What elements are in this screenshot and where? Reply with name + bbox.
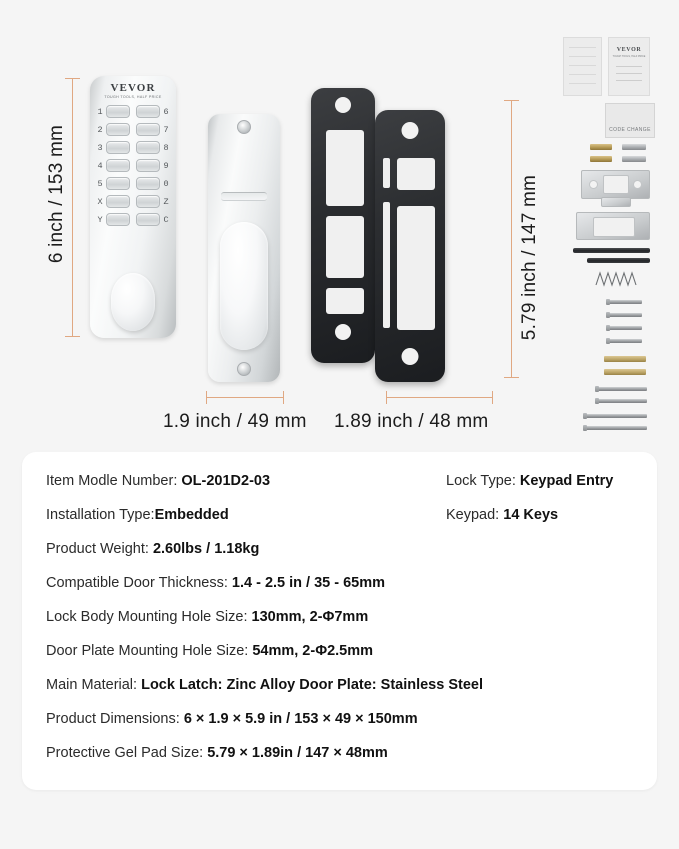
- keypad-key[interactable]: [136, 212, 170, 227]
- steel-bolt: [622, 156, 646, 162]
- strike-plate-lip: [601, 197, 631, 207]
- gel-pad-hole-bottom: [402, 348, 419, 365]
- spec-value: 130mm, 2-Φ7mm: [251, 609, 369, 625]
- spec-value: 2.60lbs / 1.18kg: [152, 541, 260, 557]
- installation-template-paper: [563, 37, 602, 96]
- keypad-key-label: 8: [163, 142, 169, 153]
- spec-value: 14 Keys: [503, 507, 559, 523]
- keypad-key-label: 1: [97, 106, 103, 117]
- gelpad-height-dimension-line: [511, 100, 512, 378]
- lock-height-dimension-label: 6 inch / 153 mm: [46, 125, 67, 264]
- keypad-key[interactable]: [96, 140, 130, 155]
- keypad-key-label: 0: [163, 178, 169, 189]
- latch-faceplate: [576, 212, 650, 240]
- spec-row: [46, 710, 639, 744]
- keypad-key-surface[interactable]: [106, 159, 130, 172]
- gel-pad-window-upper: [326, 130, 364, 206]
- lock-handle-knob: [220, 222, 268, 350]
- spec-label: Lock Type:: [446, 473, 520, 489]
- gelpad-width-dimension-line: [386, 397, 493, 398]
- spec-value: Lock Latch: Zinc Alloy Door Plate: Stainless Steel: [141, 677, 483, 693]
- strike-plate-hole-left: [589, 180, 598, 189]
- brass-spacer: [604, 356, 646, 362]
- strike-plate-opening: [603, 175, 629, 194]
- spec-cell-left: [46, 574, 446, 592]
- screw-short: [608, 313, 642, 317]
- spec-cell-left: [46, 642, 446, 660]
- keypad-key-surface[interactable]: [136, 123, 160, 136]
- keypad-key-label: X: [97, 196, 103, 207]
- spec-row: [46, 540, 639, 574]
- code-change-card-label: CODE CHANGE: [609, 127, 651, 133]
- screw-head: [583, 413, 587, 419]
- lock-width-dimension-line: [206, 397, 284, 398]
- keypad-key-surface[interactable]: [106, 105, 130, 118]
- keypad-brand-block: [90, 82, 176, 99]
- spec-cell-left: [46, 608, 446, 626]
- spec-row: [46, 642, 639, 676]
- screw-long: [585, 426, 647, 430]
- keypad-lock-front-view: [90, 76, 176, 338]
- spec-row: [46, 472, 639, 506]
- spec-label: Protective Gel Pad Size:: [46, 745, 208, 761]
- keypad-key-surface[interactable]: [106, 141, 130, 154]
- screw-long: [585, 414, 647, 418]
- keypad-key-surface[interactable]: [136, 213, 160, 226]
- connecting-rod: [587, 258, 650, 263]
- lock-knob: [111, 273, 155, 331]
- gel-pad-hole-top: [335, 97, 351, 113]
- keypad-key[interactable]: [96, 104, 130, 119]
- spec-label: Main Material:: [46, 677, 142, 693]
- brass-bolt: [590, 156, 612, 162]
- spec-cell-left: [46, 506, 446, 524]
- screw-head: [583, 425, 587, 431]
- spec-value: 6 × 1.9 × 5.9 in / 153 × 49 × 150mm: [183, 711, 418, 727]
- brand-tagline: TOUGH TOOLS, HALF PRICE: [104, 95, 162, 99]
- keypad-key[interactable]: [96, 176, 130, 191]
- spec-row: [46, 608, 639, 642]
- strike-plate-hole-right: [633, 180, 642, 189]
- keypad-key-label: 3: [97, 142, 103, 153]
- spec-label: Installation Type:: [46, 507, 155, 523]
- spec-cell-left: [46, 744, 388, 762]
- spec-cell-left: [46, 472, 446, 490]
- screw-head: [606, 338, 610, 344]
- keypad-key[interactable]: [136, 104, 170, 119]
- spec-value: 1.4 - 2.5 in / 35 - 65mm: [231, 575, 386, 591]
- spec-label: Compatible Door Thickness:: [46, 575, 232, 591]
- screw-medium: [597, 387, 647, 391]
- keypad-key[interactable]: [136, 140, 170, 155]
- latch-faceplate-opening: [593, 217, 635, 237]
- screw-short: [608, 339, 642, 343]
- keypad-key-surface[interactable]: [106, 123, 130, 136]
- spring-icon: [594, 271, 638, 287]
- body-slot: [221, 192, 267, 201]
- gelpad-width-dimension-label: 1.89 inch / 48 mm: [334, 411, 489, 432]
- spec-cell-left: [46, 540, 446, 558]
- keypad-key[interactable]: [96, 122, 130, 137]
- keypad-key[interactable]: [136, 158, 170, 173]
- gel-pad-window-bottom: [326, 288, 364, 314]
- gel-pad-side-strip-upper: [383, 158, 390, 188]
- spec-row: [46, 574, 639, 608]
- screw-head: [606, 299, 610, 305]
- screw-short: [608, 326, 642, 330]
- keypad-button-grid: [96, 104, 170, 227]
- spec-cell-right: [446, 506, 639, 524]
- screw-short: [608, 300, 642, 304]
- spec-label: Product Weight:: [46, 541, 153, 557]
- keypad-key-surface[interactable]: [136, 105, 160, 118]
- spring: [594, 271, 638, 287]
- gel-pad-window-lower: [326, 216, 364, 278]
- template-drawing-lines: [569, 43, 596, 90]
- keypad-key-label: 2: [97, 124, 103, 135]
- spec-row: [46, 676, 639, 710]
- keypad-key[interactable]: [136, 122, 170, 137]
- screw-head: [606, 312, 610, 318]
- spec-cell-left: [46, 710, 418, 728]
- brass-spacer: [604, 369, 646, 375]
- spec-value: 5.79 × 1.89in / 147 × 48mm: [207, 745, 388, 761]
- keypad-key-surface[interactable]: [106, 177, 130, 190]
- spec-cell-right: [446, 472, 639, 490]
- manual-text-lines: [616, 66, 642, 87]
- keypad-key[interactable]: [136, 176, 170, 191]
- brand-name: VEVOR: [110, 82, 156, 94]
- keypad-key[interactable]: [96, 158, 130, 173]
- strike-plate: [581, 170, 650, 199]
- brass-bolt: [590, 144, 612, 150]
- specification-card: [22, 452, 657, 790]
- keypad-key-label: 6: [163, 106, 169, 117]
- manual-brand-tagline: TOUGH TOOLS, HALF PRICE: [612, 55, 646, 58]
- gel-pad-hole-top: [402, 122, 419, 139]
- screw-head: [606, 325, 610, 331]
- manual-brand-name: VEVOR: [616, 47, 642, 53]
- user-manual: [608, 37, 650, 96]
- steel-bolt: [622, 144, 646, 150]
- spec-value: 54mm, 2-Φ2.5mm: [252, 643, 374, 659]
- gel-pad-side-strip-lower: [383, 202, 390, 328]
- keypad-key-surface[interactable]: [136, 195, 160, 208]
- spec-row: [46, 506, 639, 540]
- keypad-key-label: 9: [163, 160, 169, 171]
- keypad-key-label: Y: [97, 214, 103, 225]
- gel-pad-front: [375, 110, 445, 382]
- spec-label: Door Plate Mounting Hole Size:: [46, 643, 253, 659]
- keypad-key-surface[interactable]: [106, 195, 130, 208]
- code-change-card: [605, 103, 655, 138]
- spec-label: Keypad:: [446, 507, 504, 523]
- keypad-key-surface[interactable]: [136, 177, 160, 190]
- keypad-key-surface[interactable]: [136, 159, 160, 172]
- gel-pad-back: [311, 88, 375, 363]
- mounting-hole-bottom: [237, 362, 251, 376]
- spec-label: Product Dimensions:: [46, 711, 184, 727]
- screw-head: [595, 398, 599, 404]
- spec-label: Item Modle Number:: [46, 473, 182, 489]
- gel-pad-window-lower: [397, 206, 435, 330]
- keypad-key-label: Z: [163, 196, 169, 207]
- keypad-key-surface[interactable]: [106, 213, 130, 226]
- specification-list: [46, 472, 639, 778]
- lock-height-dimension-line: [72, 78, 73, 337]
- spec-cell-left: [46, 676, 483, 694]
- keypad-key[interactable]: [136, 194, 170, 209]
- keypad-key[interactable]: [96, 194, 130, 209]
- mounting-hole-top: [237, 120, 251, 134]
- spec-row: [46, 744, 639, 778]
- connecting-rod: [573, 248, 650, 253]
- keypad-key-label: 5: [97, 178, 103, 189]
- spec-label: Lock Body Mounting Hole Size:: [46, 609, 252, 625]
- keypad-key-surface[interactable]: [136, 141, 160, 154]
- keypad-key-label: 4: [97, 160, 103, 171]
- spec-value: OL-201D2-03: [181, 473, 271, 489]
- lock-body-side-view: [208, 114, 280, 382]
- screw-head: [595, 386, 599, 392]
- screw-medium: [597, 399, 647, 403]
- keypad-key[interactable]: [96, 212, 130, 227]
- gelpad-height-dimension-label: 5.79 inch / 147 mm: [519, 175, 540, 341]
- spec-value: Embedded: [154, 507, 229, 523]
- gel-pad-window-upper: [397, 158, 435, 190]
- lock-width-dimension-label: 1.9 inch / 49 mm: [163, 411, 307, 432]
- gel-pad-hole-bottom: [335, 324, 351, 340]
- keypad-key-label: 7: [163, 124, 169, 135]
- keypad-key-label: C: [163, 214, 169, 225]
- spec-value: Keypad Entry: [519, 473, 614, 489]
